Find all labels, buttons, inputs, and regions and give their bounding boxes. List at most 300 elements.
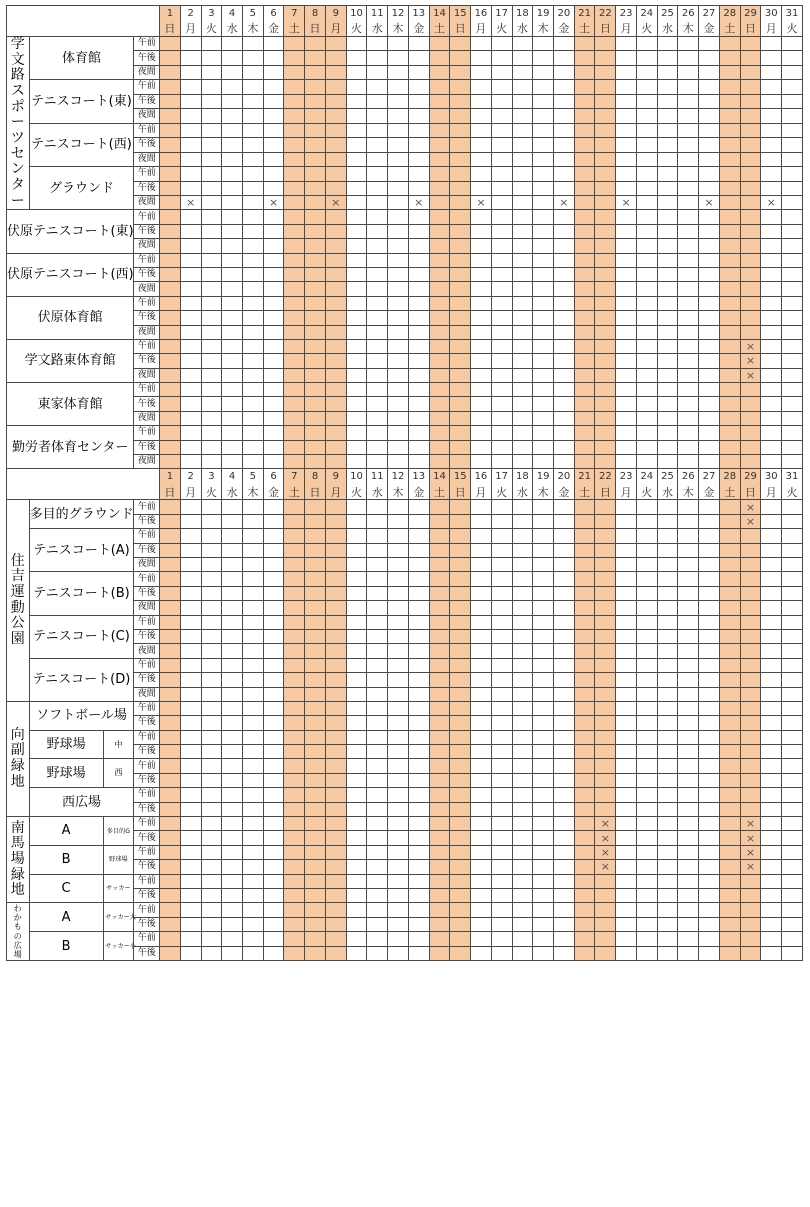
schedule-cell xyxy=(533,210,554,224)
schedule-cell xyxy=(450,397,471,411)
schedule-cell xyxy=(512,946,533,960)
schedule-cell xyxy=(305,716,326,730)
schedule-cell xyxy=(201,572,222,586)
schedule-cell xyxy=(554,123,575,138)
day-number: 20 xyxy=(554,6,575,22)
schedule-cell xyxy=(719,253,740,267)
schedule-cell xyxy=(616,181,637,195)
day-name: 火 xyxy=(346,485,367,500)
schedule-cell xyxy=(367,845,388,859)
schedule-cell xyxy=(719,601,740,615)
schedule-cell xyxy=(408,224,429,238)
schedule-cell xyxy=(346,601,367,615)
schedule-cell xyxy=(160,946,181,960)
schedule-row xyxy=(7,210,803,224)
period-label: 午前 xyxy=(134,730,160,744)
schedule-cell xyxy=(678,817,699,831)
schedule-cell xyxy=(263,557,284,571)
schedule-cell xyxy=(222,339,243,353)
schedule-cell xyxy=(740,210,761,224)
schedule-cell xyxy=(574,874,595,888)
schedule-cell xyxy=(574,932,595,946)
schedule-cell xyxy=(678,874,699,888)
schedule-cell xyxy=(388,543,409,557)
schedule-cell xyxy=(636,730,657,744)
schedule-cell xyxy=(429,888,450,902)
schedule-cell xyxy=(388,339,409,353)
schedule-cell xyxy=(201,196,222,210)
schedule-cell xyxy=(160,383,181,397)
schedule-row xyxy=(7,339,803,353)
schedule-cell xyxy=(180,817,201,831)
schedule-cell xyxy=(533,572,554,586)
schedule-cell xyxy=(491,368,512,382)
schedule-cell xyxy=(180,109,201,123)
schedule-cell xyxy=(761,455,782,469)
schedule-cell xyxy=(678,426,699,440)
schedule-cell xyxy=(305,94,326,108)
schedule-cell xyxy=(367,946,388,960)
schedule-cell xyxy=(719,282,740,296)
period-label: 午後 xyxy=(134,514,160,528)
schedule-cell xyxy=(325,759,346,773)
schedule-cell xyxy=(616,368,637,382)
schedule-cell xyxy=(616,601,637,615)
schedule-cell xyxy=(388,673,409,687)
schedule-cell xyxy=(782,440,803,454)
period-label: 夜間 xyxy=(134,65,160,79)
period-label: 夜間 xyxy=(134,601,160,615)
schedule-cell xyxy=(657,411,678,425)
schedule-cell xyxy=(450,745,471,759)
schedule-cell xyxy=(160,65,181,79)
schedule-cell xyxy=(429,572,450,586)
schedule-cell xyxy=(719,759,740,773)
schedule-cell xyxy=(450,383,471,397)
schedule-cell xyxy=(678,946,699,960)
schedule-cell xyxy=(242,773,263,787)
schedule-cell xyxy=(533,817,554,831)
schedule-cell xyxy=(616,282,637,296)
schedule-cell xyxy=(201,903,222,917)
schedule-cell xyxy=(512,37,533,51)
schedule-cell xyxy=(636,267,657,281)
unavailable-mark: × xyxy=(180,196,201,210)
day-name: 金 xyxy=(263,485,284,500)
schedule-cell xyxy=(574,354,595,368)
schedule-cell xyxy=(678,354,699,368)
schedule-cell xyxy=(305,311,326,325)
schedule-cell xyxy=(471,874,492,888)
schedule-cell xyxy=(201,701,222,715)
schedule-cell xyxy=(491,210,512,224)
unavailable-mark: × xyxy=(761,196,782,210)
schedule-cell xyxy=(512,644,533,658)
schedule-cell xyxy=(574,687,595,701)
schedule-cell xyxy=(367,152,388,166)
schedule-cell xyxy=(782,196,803,210)
schedule-cell xyxy=(367,411,388,425)
schedule-cell xyxy=(740,759,761,773)
schedule-cell xyxy=(595,426,616,440)
schedule-cell xyxy=(761,860,782,874)
schedule-cell xyxy=(284,325,305,339)
schedule-cell xyxy=(533,500,554,514)
period-label: 午後 xyxy=(134,745,160,759)
schedule-cell xyxy=(325,615,346,629)
schedule-cell xyxy=(242,368,263,382)
schedule-cell xyxy=(512,586,533,600)
schedule-cell xyxy=(222,253,243,267)
schedule-cell xyxy=(367,166,388,181)
period-label: 夜間 xyxy=(134,152,160,166)
schedule-cell xyxy=(325,802,346,816)
schedule-cell xyxy=(657,311,678,325)
day-name: 土 xyxy=(284,485,305,500)
schedule-cell xyxy=(699,296,720,310)
day-number: 26 xyxy=(678,6,699,22)
schedule-cell xyxy=(160,529,181,543)
schedule-cell xyxy=(305,629,326,643)
day-name: 日 xyxy=(160,485,181,500)
schedule-cell xyxy=(242,383,263,397)
schedule-cell xyxy=(388,845,409,859)
schedule-cell xyxy=(574,339,595,353)
schedule-cell xyxy=(408,716,429,730)
schedule-cell xyxy=(471,759,492,773)
schedule-cell xyxy=(305,282,326,296)
schedule-cell xyxy=(450,946,471,960)
schedule-cell xyxy=(657,601,678,615)
period-label: 午後 xyxy=(134,888,160,902)
schedule-cell xyxy=(533,411,554,425)
schedule-cell xyxy=(263,845,284,859)
schedule-cell xyxy=(242,572,263,586)
schedule-cell xyxy=(222,687,243,701)
schedule-cell xyxy=(284,267,305,281)
schedule-cell xyxy=(242,716,263,730)
schedule-cell xyxy=(429,267,450,281)
schedule-cell xyxy=(636,339,657,353)
schedule-cell xyxy=(408,397,429,411)
schedule-cell xyxy=(574,282,595,296)
schedule-cell xyxy=(408,138,429,152)
period-label: 夜間 xyxy=(134,239,160,253)
schedule-cell xyxy=(201,759,222,773)
schedule-cell xyxy=(408,239,429,253)
schedule-cell xyxy=(346,615,367,629)
schedule-cell xyxy=(367,658,388,672)
schedule-cell xyxy=(284,917,305,931)
schedule-cell xyxy=(408,802,429,816)
schedule-cell xyxy=(450,802,471,816)
schedule-cell xyxy=(699,586,720,600)
schedule-cell xyxy=(201,817,222,831)
schedule-cell xyxy=(616,860,637,874)
schedule-cell xyxy=(367,138,388,152)
schedule-cell xyxy=(325,601,346,615)
facility-name: テニスコート(西) xyxy=(29,123,134,166)
schedule-cell xyxy=(574,644,595,658)
schedule-cell xyxy=(719,644,740,658)
schedule-cell xyxy=(180,946,201,960)
facility-name: B xyxy=(29,932,103,961)
schedule-cell xyxy=(657,138,678,152)
period-label: 午後 xyxy=(134,917,160,931)
schedule-cell xyxy=(325,138,346,152)
schedule-cell xyxy=(325,543,346,557)
schedule-cell xyxy=(284,296,305,310)
schedule-cell xyxy=(284,701,305,715)
schedule-cell xyxy=(595,239,616,253)
schedule-cell xyxy=(782,282,803,296)
schedule-cell xyxy=(595,80,616,95)
day-number: 9 xyxy=(325,469,346,485)
schedule-cell xyxy=(201,210,222,224)
schedule-cell xyxy=(782,138,803,152)
schedule-cell xyxy=(325,152,346,166)
schedule-cell xyxy=(574,296,595,310)
day-name: 金 xyxy=(554,485,575,500)
schedule-cell xyxy=(678,253,699,267)
schedule-cell xyxy=(512,239,533,253)
schedule-cell xyxy=(678,267,699,281)
schedule-cell xyxy=(554,615,575,629)
schedule-cell xyxy=(305,253,326,267)
schedule-cell xyxy=(222,615,243,629)
day-number: 27 xyxy=(699,469,720,485)
schedule-cell xyxy=(325,311,346,325)
schedule-cell xyxy=(740,586,761,600)
schedule-cell xyxy=(450,788,471,802)
schedule-cell xyxy=(574,629,595,643)
schedule-cell xyxy=(263,773,284,787)
schedule-cell xyxy=(346,802,367,816)
schedule-cell xyxy=(222,37,243,51)
schedule-cell xyxy=(699,282,720,296)
schedule-cell xyxy=(346,181,367,195)
schedule-cell xyxy=(471,65,492,79)
day-name: 土 xyxy=(429,485,450,500)
facility-name: B xyxy=(29,845,103,874)
schedule-cell xyxy=(574,239,595,253)
schedule-cell xyxy=(616,514,637,528)
schedule-cell xyxy=(367,629,388,643)
schedule-cell xyxy=(263,687,284,701)
schedule-cell xyxy=(719,716,740,730)
schedule-cell xyxy=(201,500,222,514)
schedule-cell xyxy=(305,917,326,931)
schedule-cell xyxy=(180,845,201,859)
schedule-cell xyxy=(471,644,492,658)
schedule-cell xyxy=(160,267,181,281)
schedule-cell xyxy=(782,845,803,859)
schedule-cell xyxy=(574,51,595,65)
schedule-cell xyxy=(554,745,575,759)
schedule-cell xyxy=(408,166,429,181)
schedule-cell xyxy=(450,601,471,615)
unavailable-mark: × xyxy=(408,196,429,210)
schedule-cell xyxy=(429,946,450,960)
schedule-cell xyxy=(450,37,471,51)
schedule-cell xyxy=(408,543,429,557)
schedule-cell xyxy=(160,788,181,802)
schedule-cell xyxy=(491,888,512,902)
schedule-cell xyxy=(160,37,181,51)
schedule-cell xyxy=(429,282,450,296)
day-name: 火 xyxy=(201,22,222,37)
schedule-cell xyxy=(284,514,305,528)
schedule-cell xyxy=(388,701,409,715)
schedule-cell xyxy=(367,831,388,845)
schedule-cell xyxy=(512,802,533,816)
schedule-cell xyxy=(533,267,554,281)
schedule-cell xyxy=(305,224,326,238)
schedule-cell xyxy=(740,601,761,615)
schedule-cell xyxy=(242,166,263,181)
day-name: 土 xyxy=(284,22,305,37)
schedule-row xyxy=(7,572,803,586)
schedule-cell xyxy=(512,888,533,902)
schedule-cell xyxy=(305,181,326,195)
schedule-cell xyxy=(512,411,533,425)
schedule-cell xyxy=(636,500,657,514)
schedule-cell xyxy=(429,94,450,108)
group-label: 住 吉 運 動 公 園 xyxy=(7,500,30,701)
schedule-cell xyxy=(408,354,429,368)
schedule-cell xyxy=(616,455,637,469)
day-name: 火 xyxy=(491,485,512,500)
schedule-cell xyxy=(761,37,782,51)
schedule-cell xyxy=(657,253,678,267)
schedule-cell xyxy=(554,773,575,787)
day-number: 10 xyxy=(346,469,367,485)
schedule-cell xyxy=(678,903,699,917)
day-number: 5 xyxy=(242,6,263,22)
schedule-cell xyxy=(367,759,388,773)
schedule-cell xyxy=(512,500,533,514)
schedule-cell xyxy=(242,37,263,51)
schedule-cell xyxy=(699,210,720,224)
schedule-cell xyxy=(429,368,450,382)
schedule-cell xyxy=(263,339,284,353)
schedule-cell xyxy=(512,152,533,166)
period-label: 午前 xyxy=(134,383,160,397)
schedule-cell xyxy=(222,397,243,411)
schedule-cell xyxy=(595,572,616,586)
schedule-cell xyxy=(699,123,720,138)
schedule-cell xyxy=(491,845,512,859)
schedule-cell xyxy=(554,138,575,152)
schedule-cell xyxy=(429,629,450,643)
schedule-cell xyxy=(699,397,720,411)
period-label: 午前 xyxy=(134,253,160,267)
schedule-cell xyxy=(242,152,263,166)
schedule-cell xyxy=(408,411,429,425)
schedule-cell xyxy=(636,411,657,425)
schedule-cell xyxy=(471,440,492,454)
day-name: 火 xyxy=(782,485,803,500)
schedule-cell xyxy=(325,644,346,658)
schedule-cell xyxy=(388,917,409,931)
schedule-cell xyxy=(180,383,201,397)
schedule-cell xyxy=(201,383,222,397)
schedule-cell xyxy=(450,65,471,79)
schedule-cell xyxy=(367,311,388,325)
schedule-cell xyxy=(782,529,803,543)
schedule-cell xyxy=(533,557,554,571)
period-label: 午前 xyxy=(134,903,160,917)
schedule-cell xyxy=(305,773,326,787)
schedule-cell xyxy=(388,253,409,267)
schedule-cell xyxy=(491,788,512,802)
day-number: 6 xyxy=(263,6,284,22)
facility-name: テニスコート(C) xyxy=(29,615,134,658)
schedule-cell xyxy=(284,123,305,138)
schedule-cell xyxy=(284,282,305,296)
schedule-cell xyxy=(636,817,657,831)
schedule-cell xyxy=(429,80,450,95)
schedule-cell xyxy=(554,586,575,600)
schedule-cell xyxy=(574,109,595,123)
schedule-cell xyxy=(450,138,471,152)
schedule-cell xyxy=(429,701,450,715)
schedule-cell xyxy=(201,644,222,658)
period-label: 午後 xyxy=(134,181,160,195)
schedule-cell xyxy=(346,210,367,224)
schedule-cell xyxy=(636,196,657,210)
schedule-cell xyxy=(678,94,699,108)
schedule-cell xyxy=(719,368,740,382)
schedule-cell xyxy=(699,845,720,859)
schedule-cell xyxy=(180,673,201,687)
schedule-cell xyxy=(408,253,429,267)
schedule-cell xyxy=(740,282,761,296)
schedule-cell xyxy=(429,917,450,931)
schedule-cell xyxy=(657,325,678,339)
schedule-cell xyxy=(719,65,740,79)
schedule-cell xyxy=(699,239,720,253)
schedule-cell xyxy=(657,860,678,874)
schedule-cell xyxy=(740,411,761,425)
schedule-cell xyxy=(160,109,181,123)
schedule-cell xyxy=(699,557,720,571)
schedule-cell xyxy=(180,773,201,787)
schedule-cell xyxy=(408,426,429,440)
schedule-cell xyxy=(388,932,409,946)
schedule-cell xyxy=(719,196,740,210)
schedule-cell xyxy=(554,383,575,397)
schedule-cell xyxy=(512,917,533,931)
schedule-cell xyxy=(512,817,533,831)
period-label: 夜間 xyxy=(134,109,160,123)
day-name: 水 xyxy=(657,485,678,500)
schedule-cell xyxy=(180,860,201,874)
schedule-cell xyxy=(761,745,782,759)
schedule-cell xyxy=(512,745,533,759)
schedule-cell xyxy=(491,239,512,253)
schedule-cell xyxy=(636,831,657,845)
schedule-cell xyxy=(222,354,243,368)
schedule-cell xyxy=(512,181,533,195)
schedule-cell xyxy=(636,514,657,528)
schedule-cell xyxy=(574,166,595,181)
day-number: 13 xyxy=(408,6,429,22)
schedule-cell xyxy=(595,917,616,931)
schedule-cell xyxy=(595,773,616,787)
schedule-cell xyxy=(574,557,595,571)
schedule-cell xyxy=(491,500,512,514)
